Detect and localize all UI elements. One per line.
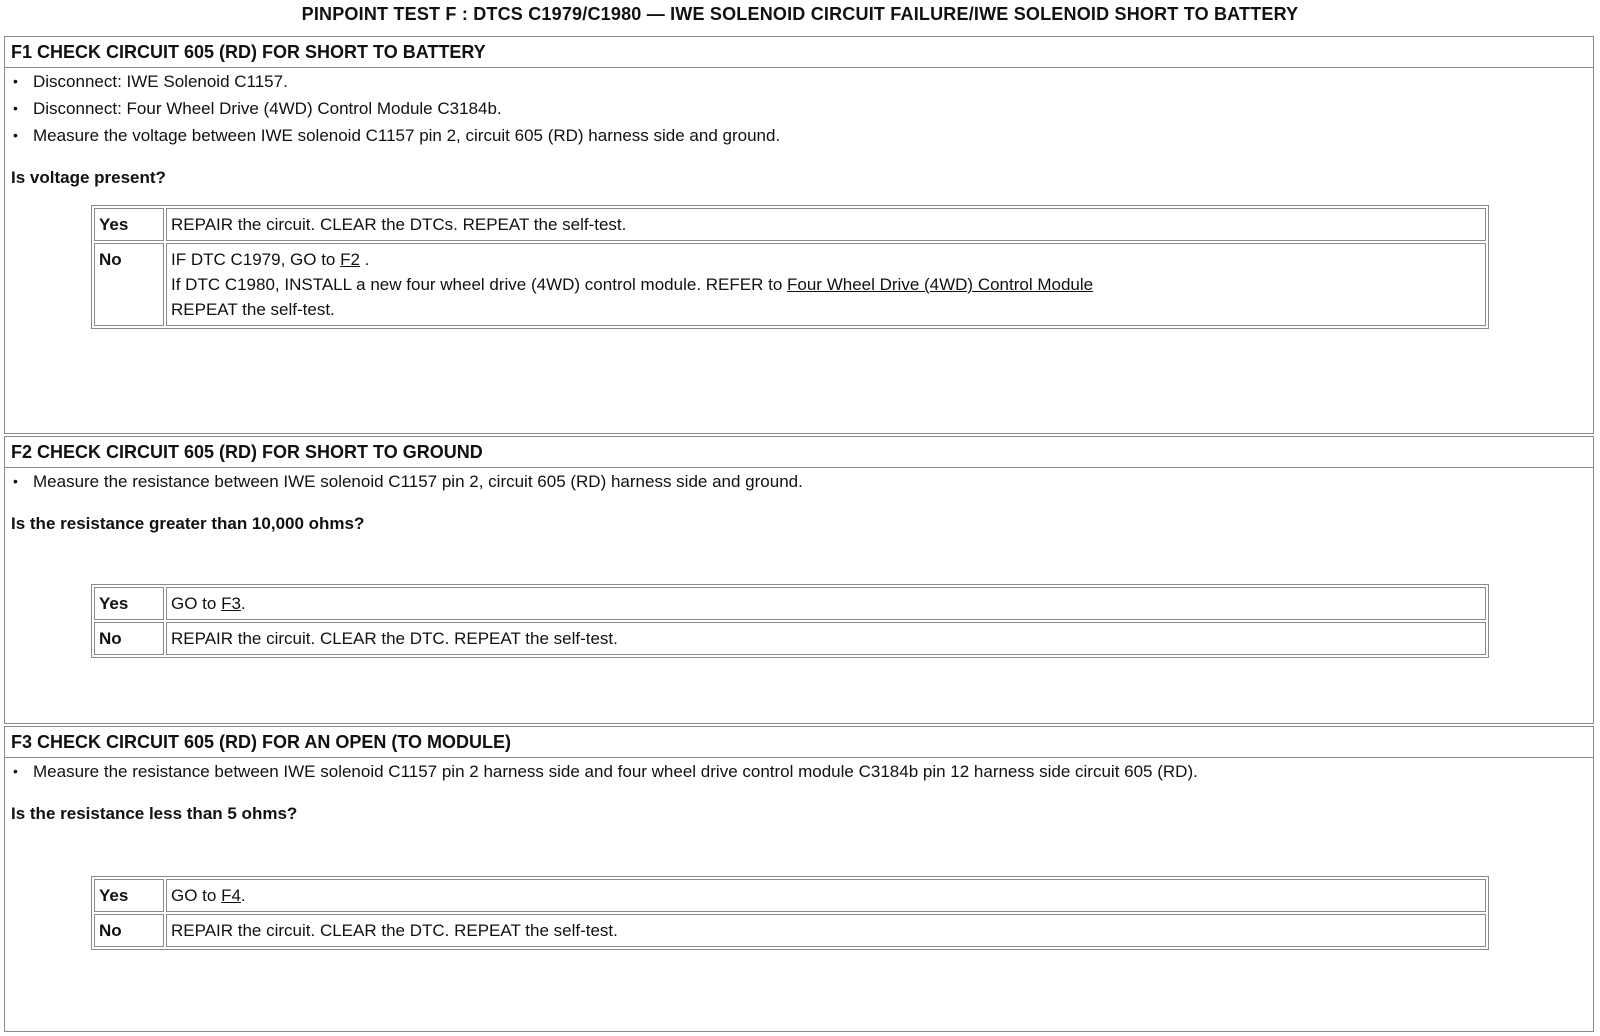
- bullet-icon: •: [13, 127, 18, 143]
- no-action-text: IF DTC C1979, GO to: [171, 250, 341, 269]
- instruction-text: Measure the voltage between IWE solenoid C1157 pin 2, circuit 605 (RD) harness side and ground.: [33, 126, 781, 145]
- instruction-text: Disconnect: Four Wheel Drive (4WD) Control Module C3184b.: [33, 99, 502, 118]
- yes-action-text: GO to: [171, 886, 222, 905]
- table-row: [94, 587, 1486, 620]
- step-f3: [4, 726, 1594, 1032]
- no-action: [166, 243, 1486, 326]
- instruction-text: Disconnect: IWE Solenoid C1157.: [33, 72, 288, 91]
- table-row: [94, 243, 1486, 326]
- question: Is the resistance greater than 10,000 ohms?: [11, 514, 365, 533]
- yes-action-text: .: [240, 594, 246, 613]
- yes-action: [166, 879, 1486, 912]
- table-row: [94, 622, 1486, 655]
- answer-table: [91, 876, 1489, 950]
- answer-table: [91, 584, 1489, 658]
- link-f4[interactable]: F4: [221, 886, 241, 905]
- no-label: No: [94, 622, 164, 655]
- step-body: [5, 468, 1593, 648]
- link-f3[interactable]: F3: [221, 594, 241, 613]
- step-header: F3 CHECK CIRCUIT 605 (RD) FOR AN OPEN (TO MODULE): [5, 727, 1593, 758]
- instruction-text: Measure the resistance between IWE solenoid C1157 pin 2, circuit 605 (RD) harness side and ground.: [33, 472, 803, 491]
- question: Is the resistance less than 5 ohms?: [11, 804, 298, 823]
- list-item: [5, 758, 1593, 785]
- bullet-icon: •: [13, 100, 18, 116]
- no-action-line: [171, 272, 1481, 297]
- yes-action: REPAIR the circuit. CLEAR the DTCs. REPEAT the self-test.: [166, 208, 1486, 241]
- no-action-line: [171, 247, 1481, 272]
- question: Is voltage present?: [11, 168, 166, 187]
- instruction-list: [5, 468, 1593, 495]
- instruction-text: Measure the resistance between IWE solenoid C1157 pin 2 harness side and four wheel drive control module C3184b pin 12 harness side circuit 605 (RD).: [33, 762, 1198, 781]
- no-action-text: If DTC C1980, INSTALL a new four wheel drive (4WD) control module. REFER to: [171, 275, 788, 294]
- no-action-text: .: [359, 250, 370, 269]
- page-title: PINPOINT TEST F : DTCS C1979/C1980 — IWE SOLENOID CIRCUIT FAILURE/IWE SOLENOID SHORT TO BATTERY: [301, 4, 1299, 24]
- list-item: [5, 122, 1593, 149]
- step-body: [5, 758, 1593, 940]
- table-row: [94, 914, 1486, 947]
- yes-action: [166, 587, 1486, 620]
- list-item: [5, 468, 1593, 495]
- no-action: REPAIR the circuit. CLEAR the DTC. REPEAT the self-test.: [166, 622, 1486, 655]
- table-row: [94, 208, 1486, 241]
- step-header: F2 CHECK CIRCUIT 605 (RD) FOR SHORT TO GROUND: [5, 437, 1593, 468]
- step-f1: [4, 36, 1594, 434]
- no-label: No: [94, 243, 164, 326]
- yes-label: Yes: [94, 587, 164, 620]
- instruction-list: [5, 758, 1593, 785]
- bullet-icon: •: [13, 763, 18, 779]
- no-action: REPAIR the circuit. CLEAR the DTC. REPEAT the self-test.: [166, 914, 1486, 947]
- step-header: F1 CHECK CIRCUIT 605 (RD) FOR SHORT TO BATTERY: [5, 37, 1593, 68]
- bullet-icon: •: [13, 473, 18, 489]
- answer-table: [91, 205, 1489, 329]
- link-4wd-control-module[interactable]: Four Wheel Drive (4WD) Control Module: [787, 275, 1094, 294]
- instruction-list: [5, 68, 1593, 149]
- yes-label: Yes: [94, 208, 164, 241]
- no-label: No: [94, 914, 164, 947]
- yes-action-text: .: [240, 886, 246, 905]
- list-item: [5, 68, 1593, 95]
- yes-action-text: GO to: [171, 594, 222, 613]
- step-f2: [4, 436, 1594, 724]
- list-item: [5, 95, 1593, 122]
- link-f2[interactable]: F2: [340, 250, 360, 269]
- table-row: [94, 879, 1486, 912]
- yes-label: Yes: [94, 879, 164, 912]
- no-action-line: REPEAT the self-test.: [171, 300, 335, 319]
- step-body: [5, 68, 1593, 319]
- bullet-icon: •: [13, 73, 18, 89]
